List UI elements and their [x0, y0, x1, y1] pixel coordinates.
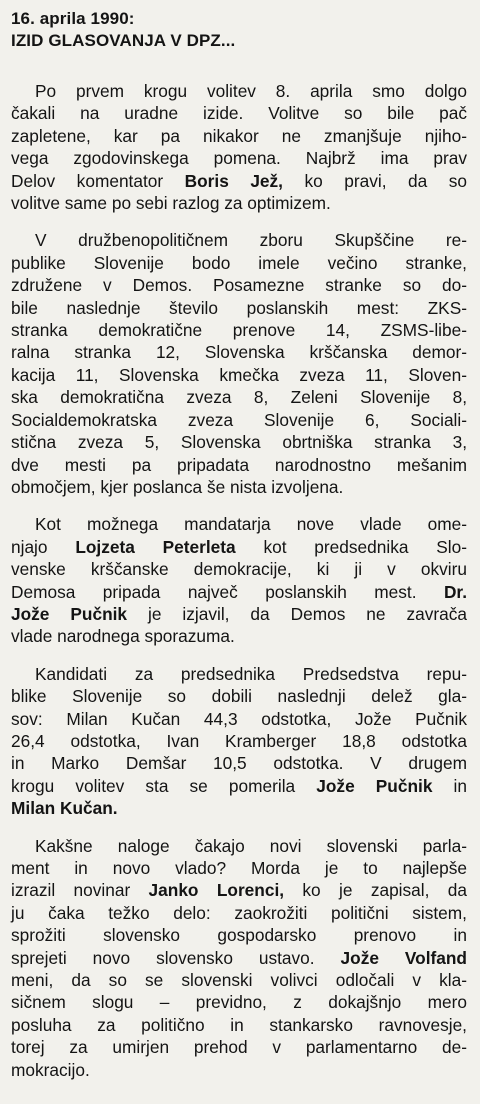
text-line	[11, 341, 467, 363]
bold-name: Jože Volfand	[340, 947, 467, 968]
text-run: sprožiti slovensko gospodarsko prenovo in	[11, 925, 467, 946]
text-line	[11, 947, 467, 969]
bold-name: Boris Jež,	[184, 170, 283, 191]
text-line	[11, 125, 467, 147]
text-line	[11, 991, 467, 1013]
text-run: območjem, kjer poslanca še nista izvoljena.	[11, 476, 344, 497]
text-line	[11, 431, 467, 453]
text-line	[11, 252, 467, 274]
text-line	[11, 386, 467, 408]
text-run: kot predsednika Slo-	[235, 536, 467, 557]
text-run: posluha za politično in stankarsko ravnovesje,	[11, 1014, 467, 1035]
text-line	[11, 775, 467, 797]
text-run: kacija 11, Slovenska kmečka zveza 11, Sloven-	[11, 364, 467, 385]
paragraph-1	[11, 80, 467, 214]
text-line	[11, 536, 467, 558]
text-run: ralna stranka 12, Slovenska krščanska demor-	[11, 342, 467, 363]
text-run: mokracijo.	[11, 1059, 90, 1080]
text-line	[11, 274, 467, 296]
article-header	[11, 8, 467, 52]
text-line	[11, 879, 467, 901]
text-line	[11, 147, 467, 169]
text-line	[11, 1014, 467, 1036]
text-run: Delov komentator	[11, 170, 185, 191]
text-run: volitve same po sebi razlog za optimizem.	[11, 193, 331, 214]
text-line	[11, 902, 467, 924]
text-run: ko je zapisal, da	[284, 880, 467, 901]
text-run: ment in novo vlado? Morda je to najlepše	[11, 858, 467, 878]
text-run: vlade narodnega sporazuma.	[11, 626, 235, 647]
text-run: stranka demokratične prenove 14, ZSMS-libe-	[11, 320, 467, 341]
bold-name: Lojzeta Peterleta	[75, 536, 236, 557]
text-run: vega zgodovinskega pomena. Najbrž ima prav	[11, 148, 467, 169]
text-run: Kandidati za predsednika Predsedstva repu-	[35, 663, 467, 684]
text-line	[11, 663, 467, 685]
text-run: ska demokratična zveza 8, Zeleni Slovenije 8,	[11, 387, 467, 408]
text-line	[11, 1036, 467, 1058]
text-line	[11, 969, 467, 991]
text-run: 26,4 odstotka, Ivan Kramberger 18,8 odstotka	[11, 730, 467, 751]
text-line	[11, 625, 467, 647]
text-run: Kakšne naloge čakajo novi slovenski parla-	[35, 835, 467, 856]
text-line	[11, 513, 467, 535]
paragraph-3	[11, 513, 467, 647]
text-line	[11, 835, 467, 857]
text-run: ko pravi, da so	[282, 170, 467, 191]
text-line	[11, 192, 467, 214]
text-line	[11, 102, 467, 124]
text-run: sprejeti novo slovensko ustavo.	[11, 947, 341, 968]
article-title: IZID GLASOVANJA V DPZ...	[11, 31, 236, 50]
text-line	[11, 603, 467, 625]
bold-name: Jože Pučnik	[11, 603, 128, 624]
bold-name: Dr.	[443, 581, 467, 602]
bold-name: Milan Kučan.	[11, 798, 118, 819]
text-run: Kot možnega mandatarja nove vlade ome-	[35, 514, 467, 535]
text-line	[11, 708, 467, 730]
text-run: publike Slovenije bodo imele večino stranke,	[11, 252, 467, 273]
text-run: venske krščanske demokracije, ki ji v okviru	[11, 559, 467, 580]
text-line	[11, 476, 467, 498]
text-run: Demosa pripada največ poslanskih mest.	[11, 581, 444, 602]
text-run: Socialdemokratska zveza Slovenije 6, Sociali-	[11, 409, 467, 430]
paragraph-5	[11, 835, 467, 1081]
text-run: sov: Milan Kučan 44,3 odstotka, Jože Pučnik	[11, 708, 467, 729]
text-run: blike Slovenije so dobili naslednji delež gla-	[11, 686, 467, 707]
text-run: zapletene, kar pa nikakor ne zmanjšuje njiho-	[11, 125, 467, 146]
text-run: krogu volitev sta se pomerila	[11, 775, 317, 796]
article-date: 16. aprila 1990:	[11, 9, 135, 28]
text-line	[11, 409, 467, 431]
bold-name: Janko Lorenci,	[148, 880, 285, 901]
text-line	[11, 454, 467, 476]
text-line	[11, 170, 467, 192]
text-line	[11, 924, 467, 946]
text-run: meni, da so se slovenski volivci odločali v kla-	[11, 970, 467, 991]
text-line	[11, 229, 467, 251]
text-line	[11, 558, 467, 580]
text-line	[11, 319, 467, 341]
text-line	[11, 1059, 467, 1081]
text-line	[11, 581, 467, 603]
text-run: bile naslednje število poslanskih mest: ZKS-	[11, 297, 467, 318]
text-line	[11, 797, 467, 819]
text-line	[11, 80, 467, 102]
text-line	[11, 297, 467, 319]
text-line	[11, 752, 467, 774]
text-line	[11, 364, 467, 386]
text-run: izrazil novinar	[11, 880, 149, 901]
text-run: njajo	[11, 536, 76, 557]
text-line	[11, 857, 467, 879]
paragraph-2	[11, 229, 467, 498]
text-run: sičnem slogu – previdno, z dokajšnjo mero	[11, 992, 467, 1013]
text-run: Po prvem krogu volitev 8. aprila smo dolgo	[35, 81, 467, 101]
text-line	[11, 730, 467, 752]
text-run: ju čaka težko delo: zaokrožiti politični sistem,	[11, 902, 467, 923]
text-run: in Marko Demšar 10,5 odstotka. V drugem	[11, 753, 467, 774]
text-run: torej za umirjen prehod v parlamentarno de-	[11, 1037, 467, 1058]
text-line	[11, 685, 467, 707]
bold-name: Jože Pučnik	[316, 775, 433, 796]
paragraph-4	[11, 663, 467, 820]
text-run: združene v Demos. Posamezne stranke so do-	[11, 275, 467, 296]
text-run: V družbenopolitičnem zboru Skupščine re-	[35, 230, 467, 251]
text-run: stična zveza 5, Slovenska obrtniška stranka 3,	[11, 432, 467, 453]
text-run: in	[432, 775, 467, 796]
text-run: čakali na uradne izide. Volitve so bile pač	[11, 103, 467, 124]
text-run: dve mesti pa pripadata narodnostno mešanim	[11, 454, 467, 475]
text-run: je izjavil, da Demos ne zavrača	[127, 603, 467, 624]
